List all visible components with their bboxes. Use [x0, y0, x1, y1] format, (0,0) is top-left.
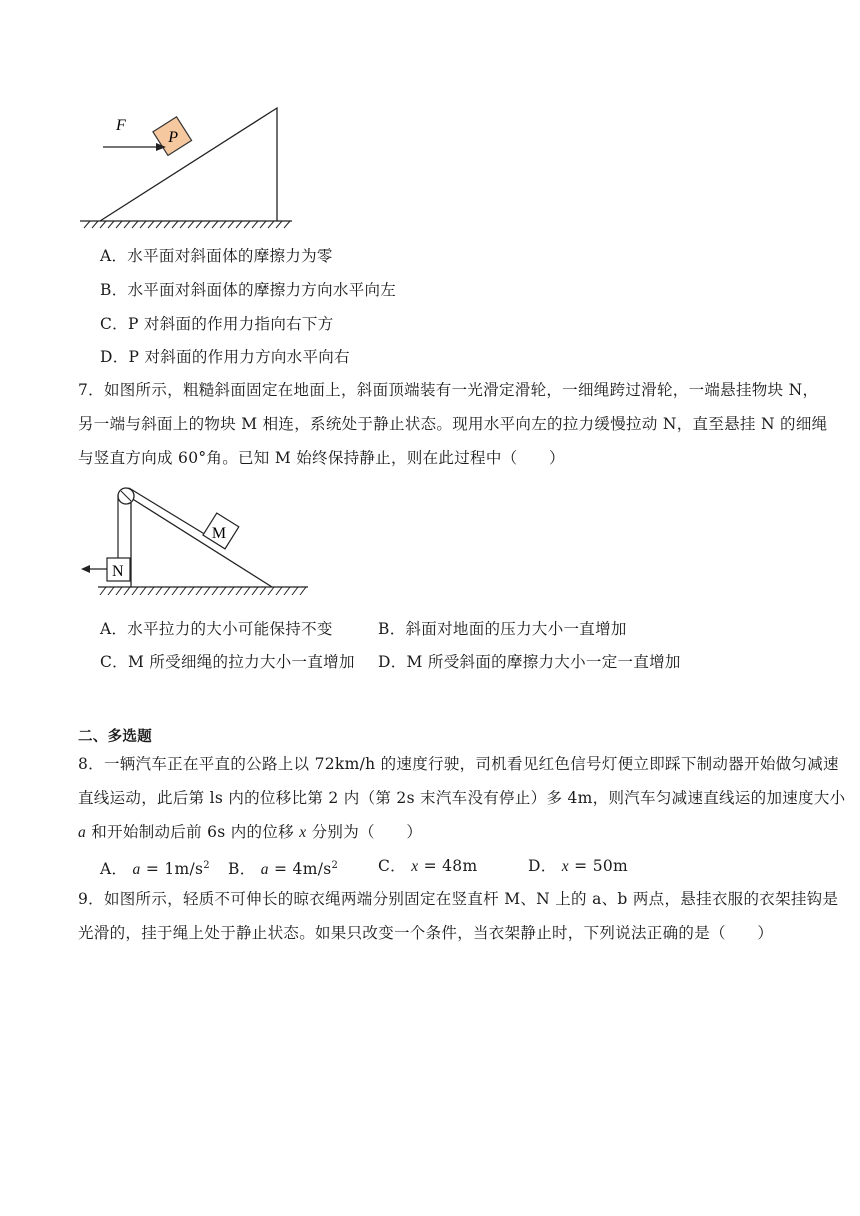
q7-option-c: C．M 所受细绳的拉力大小一直增加 [100, 653, 355, 671]
block-n-label: N [112, 563, 124, 580]
q8-option-b-sup: 2 [331, 860, 339, 871]
q6-option-c: C．P 对斜面的作用力指向右下方 [100, 315, 334, 333]
rope-to-m [129, 488, 211, 538]
q8-option-d-var: x [561, 858, 569, 875]
q7-stem-line-2: 另一端与斜面上的物块 M 相连，系统处于静止状态。现用水平向左的拉力缓慢拉动 N，直至悬挂 N 的细绳 [78, 415, 828, 433]
q9-stem-line-1: 9．如图所示，轻质不可伸长的晾衣绳两端分别固定在竖直杆 M、N 上的 a、b 两点，悬挂衣服的衣架挂钩是 [78, 890, 839, 908]
q8-var-a: a [78, 824, 87, 841]
q8-stem-mid: 和开始制动后前 6s 内的位移 [86, 823, 300, 841]
q6-option-d: D．P 对斜面的作用力方向水平向右 [100, 348, 350, 366]
q8-option-c-eq: = 48m [418, 857, 478, 875]
q8-var-x: x [299, 824, 307, 841]
ground-hatch [100, 587, 306, 595]
block-m-label: M [211, 524, 227, 542]
q7-option-a: A．水平拉力的大小可能保持不变 [100, 620, 333, 638]
q8-option-b-var: a [260, 861, 269, 879]
figure-incline-p [0, 0, 860, 240]
q8-option-c-letter: C． [378, 857, 406, 875]
incline-slope [131, 498, 272, 587]
section-heading-multi-choice: 二、多选题 [78, 729, 152, 745]
q7-stem-line-1: 7．如图所示，粗糙斜面固定在地面上，斜面顶端装有一光滑定滑轮，一细绳跨过滑轮，一端悬挂物块 N， [78, 381, 819, 399]
q8-option-d-letter: D． [528, 857, 557, 875]
q8-option-b-letter: B． [228, 860, 256, 879]
q8-option-b-eq: = 4m/s [268, 860, 332, 879]
q8-stem-line-1: 8．一辆汽车正在平直的公路上以 72km/h 的速度行驶，司机看见红色信号灯便立即踩下制动器开始做匀减速 [78, 755, 839, 773]
q7-stem-line-3: 与竖直方向成 60°角。已知 M 始终保持静止，则在此过程中（ ） [78, 449, 565, 467]
incline-body [100, 108, 277, 221]
q8-option-a-letter: A． [100, 860, 128, 879]
q8-option-b [228, 856, 338, 880]
pull-arrowhead [81, 565, 90, 573]
q7-option-d: D．M 所受斜面的摩擦力大小一定一直增加 [378, 653, 681, 671]
q8-option-a-var: a [132, 861, 141, 879]
block-m [202, 513, 238, 550]
q6-option-b: B．水平面对斜面体的摩擦力方向水平向左 [100, 281, 397, 299]
q8-option-c-var: x [411, 858, 419, 875]
q8-option-d [528, 856, 628, 877]
force-label: F [116, 117, 126, 134]
q8-option-c [378, 856, 477, 877]
q8-option-d-eq: = 50m [568, 857, 629, 875]
q9-stem-line-2: 光滑的，挂于绳上处于静止状态。如果只改变一个条件，当衣架静止时，下列说法正确的是（ ） [78, 924, 774, 942]
q8-option-a-sup: 2 [203, 860, 210, 871]
q8-stem-line-3 [78, 822, 422, 843]
ground-hatch [84, 221, 290, 228]
q8-option-a [100, 856, 210, 880]
q8-stem-end: 分别为（ ） [306, 823, 423, 841]
q6-option-a: A．水平面对斜面体的摩擦力为零 [100, 247, 333, 265]
block-p-label: P [168, 129, 179, 147]
figure-pulley-mn [0, 480, 860, 610]
q7-option-b: B．斜面对地面的压力大小一直增加 [378, 620, 627, 638]
q8-stem-line-2: 直线运动，此后第 ls 内的位移比第 2 内（第 2s 末汽车没有停止）多 4m，则汽车匀减速直线运的加速度大小 [78, 789, 846, 807]
q8-option-a-eq: = 1m/s [140, 860, 204, 879]
